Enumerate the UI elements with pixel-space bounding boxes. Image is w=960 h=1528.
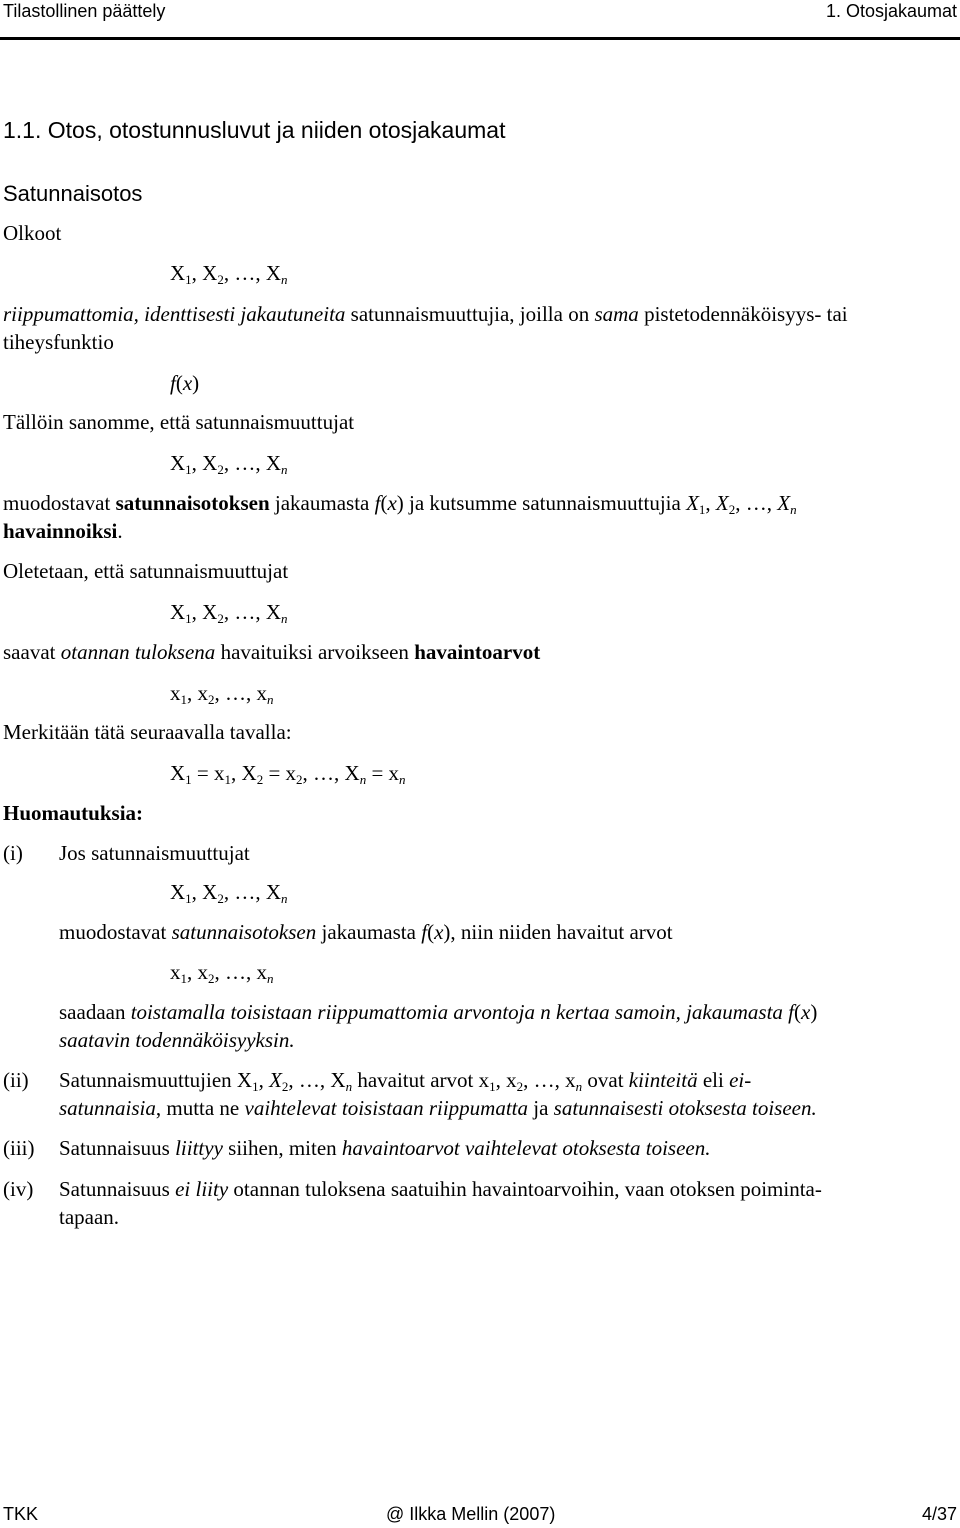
paragraph-iid-line2: tiheysfunktio (3, 330, 114, 354)
remark-1-line1: Jos satunnaismuuttujat (59, 841, 250, 865)
equation-random-variables-3: $X_1$, $X_2$, …, $X_n$ (170, 600, 288, 626)
equation-observed-values-1: $x_1$, $x_2$, …, $x_n$ (170, 681, 274, 707)
equation-random-variables-2: $X_1$, $X_2$, …, $X_n$ (170, 451, 288, 477)
remark-1-equation-variables: $X_1$, $X_2$, …, $X_n$ (170, 880, 288, 906)
remark-1-line6: saatavin todennäköisyyksin. (59, 1028, 295, 1052)
remark-2-number: (ii) (3, 1068, 29, 1092)
remark-1-number: (i) (3, 841, 23, 865)
header-divider (0, 37, 960, 40)
footer-center: @ Ilkka Mellin (2007) (386, 1504, 556, 1524)
section-title: 1.1. Otos, otostunnusluvut ja niiden otosjakaumat (3, 117, 506, 143)
remark-3-number: (iii) (3, 1136, 35, 1160)
equation-density-function: f(x) (170, 371, 200, 395)
equation-assignment: $X_1 = x_1$, $X_2 = x_2$, …, $X_n = x_n$ (170, 761, 406, 787)
footer-page-number: 4/37 (921, 1504, 957, 1524)
paragraph-iid: riippumattomia, identtisesti jakautuneita satunnaismuuttujia, joilla on sama pistetodennäköisyys- tai (3, 302, 848, 326)
footer-left: TKK (3, 1504, 39, 1524)
paragraph-sample-definition-line2: havainnoiksi. (3, 519, 123, 543)
remark-1-line3: muodostavat satunnaisotoksen jakaumasta f(x), niin niiden havaitut arvot (59, 920, 673, 944)
header-right-chapter: 1. Otosjakaumat (825, 1, 957, 21)
subheading: Satunnaisotos (3, 181, 143, 206)
paragraph-sample-definition: muodostavat satunnaisotoksen jakaumasta f(x) ja kutsumme satunnaismuuttujia $X_1$, $X_2$, …, $X_n$ (3, 491, 797, 517)
paragraph-observed-values: saavat otannan tuloksena havaituiksi arvoikseen havaintoarvot (3, 640, 541, 664)
remark-1-equation-observed: $x_1$, $x_2$, …, $x_n$ (170, 960, 274, 986)
remark-2-line1: Satunnaismuuttujien $X_1$, $X_2$, …, $X_n$ havaitut arvot $x_1$, $x_2$, …, $x_n$ ovat kiinteitä eli ei- (59, 1068, 752, 1094)
remark-4-line2: tapaan. (59, 1205, 120, 1229)
text-olkoot: Olkoot (3, 221, 62, 245)
remark-4-line1: Satunnaisuus ei liity otannan tuloksena saatuihin havaintoarvoihin, vaan otoksen poiminta- (59, 1177, 822, 1201)
text-merkitaan: Merkitään tätä seuraavalla tavalla: (3, 720, 292, 744)
text-oletetaan: Oletetaan, että satunnaismuuttujat (3, 559, 289, 583)
equation-random-variables-1: $X_1$, $X_2$, …, $X_n$ (170, 261, 288, 287)
remark-2-line2: satunnaisia, mutta ne vaihtelevat toisistaan riippumatta ja satunnaisesti otoksesta toiseen. (59, 1096, 817, 1120)
remark-1-line5: saadaan toistamalla toisistaan riippumattomia arvontoja n kertaa samoin, jakaumasta f(x) (59, 1000, 818, 1024)
remarks-heading: Huomautuksia: (3, 801, 144, 825)
header-left-title: Tilastollinen päättely (3, 1, 166, 21)
remark-3-line1: Satunnaisuus liittyy siihen, miten havaintoarvot vaihtelevat otoksesta toiseen. (59, 1136, 711, 1160)
remark-4-number: (iv) (3, 1177, 34, 1201)
text-talloin: Tällöin sanomme, että satunnaismuuttujat (3, 410, 355, 434)
